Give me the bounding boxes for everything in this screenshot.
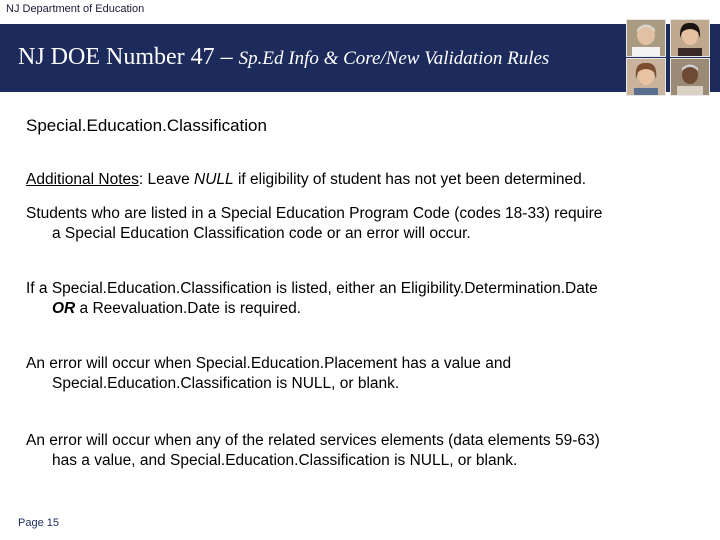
staff-photo-3 xyxy=(626,58,666,96)
title-banner xyxy=(0,24,720,92)
slide-title xyxy=(18,44,549,71)
page-number: Page 15 xyxy=(18,517,59,529)
notes-label: Additional Notes xyxy=(26,171,139,188)
rule-paragraph-4: An error will occur when any of the related services elements (data elements 59-63) has a value, and Special.Education.Classification is NULL, or blank. xyxy=(26,432,600,469)
rule-paragraph-2: If a Special.Education.Classification is listed, either an Eligibility.Determination.Date OR a Reevaluation.Date is required. xyxy=(26,280,598,317)
org-name: NJ Department of Education xyxy=(6,3,145,15)
additional-notes: Additional Notes: Leave NULL if eligibility of student has not yet been determined. xyxy=(26,171,587,188)
null-term: NULL xyxy=(194,171,234,188)
staff-photo-1 xyxy=(626,19,666,57)
staff-photo-2 xyxy=(670,19,710,57)
section-heading: Special.Education.Classification xyxy=(26,116,267,135)
or-term: OR xyxy=(52,300,76,317)
rule-paragraph-3: An error will occur when Special.Education.Placement has a value and Special.Education.Classification is NULL, or blank. xyxy=(26,355,512,392)
rule-paragraph-1: Students who are listed in a Special Education Program Code (codes 18-33) require a Special Education Classification code or an error will occur. xyxy=(26,205,603,242)
staff-photo-4 xyxy=(670,58,710,96)
title-subtitle: Sp.Ed Info & Core/New Validation Rules xyxy=(238,48,550,69)
title-main: NJ DOE Number 47 – xyxy=(18,44,239,70)
